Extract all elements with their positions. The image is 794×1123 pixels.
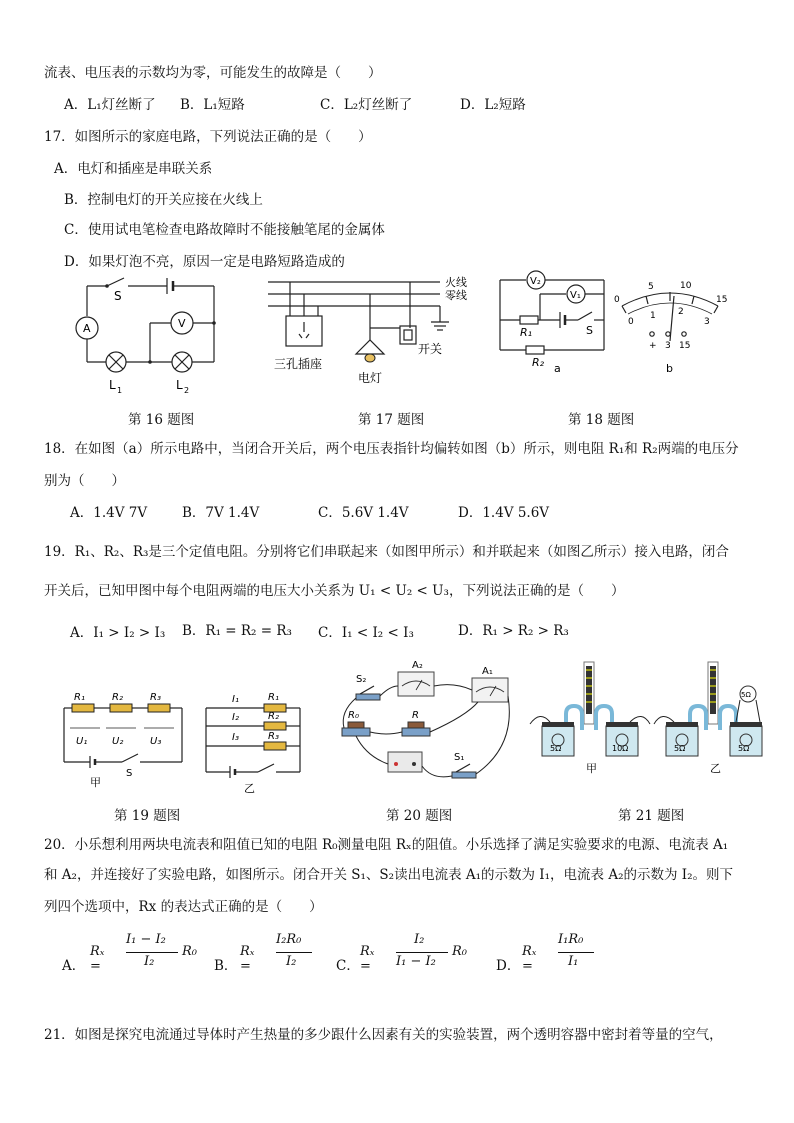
fig16-caption: 第 16 题图 <box>128 412 195 428</box>
fig18-tick-10: 10 <box>680 281 692 291</box>
q19-option-c: C．I₁ < I₂ < I₃ <box>318 625 414 641</box>
q20-stem-line2: 和 A₂，并连接好了实验电路，如图所示。闭合开关 S₁、S₂读出电流表 A₁的示数为 I₁，电流表 A₂的示数为 I₂。则下 <box>44 867 734 883</box>
fig16-ammeter-label: A <box>83 322 91 335</box>
q20-option-c-den: I₁ − I₂ <box>396 954 436 969</box>
q20-option-c-num: I₂ <box>414 932 425 947</box>
fig17-lamp-label: 电灯 <box>358 371 383 385</box>
q20-option-a-letter: A． <box>62 958 86 974</box>
fig19-r2-label: R₂ <box>112 692 123 703</box>
fig20-a2-label: A₂ <box>412 660 423 671</box>
q20-option-b-letter: B． <box>214 958 238 974</box>
fig19-r2b-label: R₂ <box>268 711 279 722</box>
q20-option-d-letter: D． <box>496 958 521 974</box>
q17-option-c: C．使用试电笔检查电路故障时不能接触笔尾的金属体 <box>64 222 385 238</box>
fig19-i3-label: I₃ <box>232 732 239 743</box>
fig18-terminal-plus: + <box>649 341 657 351</box>
fig18-tick-u0: 0 <box>628 317 634 327</box>
fig21-jia-right-res: 10Ω <box>612 744 629 753</box>
fig18-tick-5: 5 <box>648 282 654 292</box>
q17-option-d: D．如果灯泡不亮，原因一定是电路短路造成的 <box>64 254 345 270</box>
fig20-s1-label: S₁ <box>454 752 465 763</box>
fig17-fire-label: 火线 <box>445 276 467 289</box>
q17-stem: 17．如图所示的家庭电路，下列说法正确的是（ ） <box>44 129 372 145</box>
q20-option-a-num: I₁ − I₂ <box>126 932 166 947</box>
fig18-tick-u2: 2 <box>678 307 684 317</box>
q17-option-b: B．控制电灯的开关应接在火线上 <box>64 192 263 208</box>
fig19-r3-label: R₃ <box>150 692 161 703</box>
q20-option-a-tail: R₀ <box>182 944 197 959</box>
q19-option-b: B．R₁ = R₂ = R₃ <box>182 623 292 639</box>
q16-option-c: C．L₂灯丝断了 <box>320 97 413 113</box>
fig17-zero-label: 零线 <box>445 289 467 302</box>
fig19-r1-label: R₁ <box>74 692 85 703</box>
fig20-experiment-circuit <box>336 656 516 786</box>
fig16-l2-sub: 2 <box>184 386 190 395</box>
q16-stem-tail: 流表、电压表的示数均为零，可能发生的故障是（ ） <box>44 65 382 81</box>
q20-option-a-den: I₂ <box>144 954 155 969</box>
fig21-yi-outer-res: 5Ω <box>741 691 751 699</box>
fig19-i2-label: I₂ <box>232 712 239 723</box>
q20-option-b-bar <box>276 952 312 953</box>
q18-stem-line1: 18．在如图（a）所示电路中，当闭合开关后，两个电压表指针均偏转如图（b）所示，则电阻 R₁和 R₂两端的电压分 <box>44 441 739 457</box>
fig16-l1-sub: 1 <box>117 386 123 395</box>
q20-option-a-bar <box>126 952 178 953</box>
q20-option-d-lhs: Rₓ = <box>522 944 537 974</box>
q19-option-d: D．R₁ > R₂ > R₃ <box>458 623 569 639</box>
fig17-household-circuit <box>268 276 478 386</box>
fig19-yi-label: 乙 <box>244 782 255 795</box>
q18-option-c: C．5.6V 1.4V <box>318 505 409 521</box>
q18-option-a: A．1.4V 7V <box>70 505 148 521</box>
fig21-yi-right-res: 5Ω <box>738 744 750 753</box>
fig17-socket-label: 三孔插座 <box>274 357 323 371</box>
fig21-caption: 第 21 题图 <box>618 808 685 824</box>
fig18-v1-label: V₁ <box>570 290 581 301</box>
fig19-caption: 第 19 题图 <box>114 808 181 824</box>
fig20-s2-label: S₂ <box>356 674 367 685</box>
fig18-tick-u1: 1 <box>650 311 656 321</box>
q20-option-b-lhs: Rₓ = <box>240 944 255 974</box>
fig21-jia-left-res: 5Ω <box>550 744 562 753</box>
q20-option-d-bar <box>558 952 594 953</box>
q20-option-c-tail: R₀ <box>452 944 467 959</box>
fig16-l2-label: L <box>176 378 183 392</box>
q20-option-c-letter: C． <box>336 958 360 974</box>
fig19-u3-label: U₃ <box>150 736 162 747</box>
fig18-caption: 第 18 题图 <box>568 412 635 428</box>
fig18-r2-label: R₂ <box>532 356 545 369</box>
fig21-jia-label: 甲 <box>586 762 597 775</box>
fig18-v2-label: V₂ <box>530 276 541 287</box>
q20-option-d-den: I₁ <box>568 954 579 969</box>
q18-option-d: D．1.4V 5.6V <box>458 505 550 521</box>
fig16-circuit <box>72 276 222 396</box>
fig19-u2-label: U₂ <box>112 736 124 747</box>
q19-stem-line2: 开关后，已知甲图中每个电阻两端的电压大小关系为 U₁ < U₂ < U₃，下列说法正确的是（ ） <box>44 583 625 599</box>
fig18-tick-15: 15 <box>716 295 728 305</box>
q20-option-b-den: I₂ <box>286 954 297 969</box>
fig20-caption: 第 20 题图 <box>386 808 453 824</box>
fig19-r1b-label: R₁ <box>268 692 279 703</box>
fig19-jia-label: 甲 <box>90 776 101 789</box>
q20-stem-line1: 20．小乐想利用两块电流表和阻值已知的电阻 R₀测量电阻 Rₓ的阻值。小乐选择了满足实验要求的电源、电流表 A₁ <box>44 837 729 853</box>
fig18-terminal-15: 15 <box>679 341 691 351</box>
fig19-r3b-label: R₃ <box>268 731 279 742</box>
fig20-r0-label: R₀ <box>348 710 359 721</box>
fig18-switch-label: S <box>586 324 593 337</box>
fig19-parallel-circuit <box>200 688 310 798</box>
fig21-yi-label: 乙 <box>710 762 721 775</box>
q19-option-a: A．I₁ > I₂ > I₃ <box>70 625 166 641</box>
q16-option-b: B．L₁短路 <box>180 97 245 113</box>
q17-option-a: A．电灯和插座是串联关系 <box>54 161 213 177</box>
fig20-r-label: R <box>412 710 419 721</box>
q20-option-a-lhs: Rₓ = <box>90 944 105 974</box>
fig17-switch-label: 开关 <box>418 342 443 356</box>
q16-option-a: A．L₁灯丝断了 <box>64 97 156 113</box>
q20-option-c-lhs: Rₓ = <box>360 944 375 974</box>
fig18-terminal-3: 3 <box>665 341 671 351</box>
fig16-switch-label: S <box>114 289 122 303</box>
fig18a-circuit <box>500 264 610 374</box>
q21-stem: 21．如图是探究电流通过导体时产生热量的多少跟什么因素有关的实验装置，两个透明容器中密封着等量的空气， <box>44 1027 723 1043</box>
q18-stem-line2: 别为（ ） <box>44 473 125 489</box>
fig18-a-label: a <box>554 362 561 375</box>
fig19-switch-label: S <box>126 768 133 779</box>
fig18-b-label: b <box>666 362 673 375</box>
q20-stem-line3: 列四个选项中，Rx 的表达式正确的是（ ） <box>44 899 323 915</box>
fig16-l1-label: L <box>109 378 116 392</box>
fig19-u1-label: U₁ <box>76 736 88 747</box>
fig21-yi-left-res: 5Ω <box>674 744 686 753</box>
fig16-voltmeter-label: V <box>178 317 186 330</box>
fig21-heat-experiment <box>530 660 770 780</box>
fig17-caption: 第 17 题图 <box>358 412 425 428</box>
q20-option-b-num: I₂R₀ <box>276 932 302 947</box>
fig18-tick-0: 0 <box>614 295 620 305</box>
q20-option-d-num: I₁R₀ <box>558 932 584 947</box>
q18-option-b: B．7V 1.4V <box>182 505 260 521</box>
fig19-i1-label: I₁ <box>232 694 239 705</box>
fig18b-voltmeter-dial <box>612 276 732 376</box>
fig20-a1-label: A₁ <box>482 666 493 677</box>
q20-option-c-bar <box>396 952 448 953</box>
fig19-series-circuit <box>60 688 190 788</box>
fig18-tick-u3: 3 <box>704 317 710 327</box>
q16-option-d: D．L₂短路 <box>460 97 526 113</box>
q19-stem-line1: 19．R₁、R₂、R₃是三个定值电阻。分别将它们串联起来（如图甲所示）和并联起来（如图乙所示）接入电路，闭合 <box>44 544 729 560</box>
fig18-r1-label: R₁ <box>520 326 533 339</box>
